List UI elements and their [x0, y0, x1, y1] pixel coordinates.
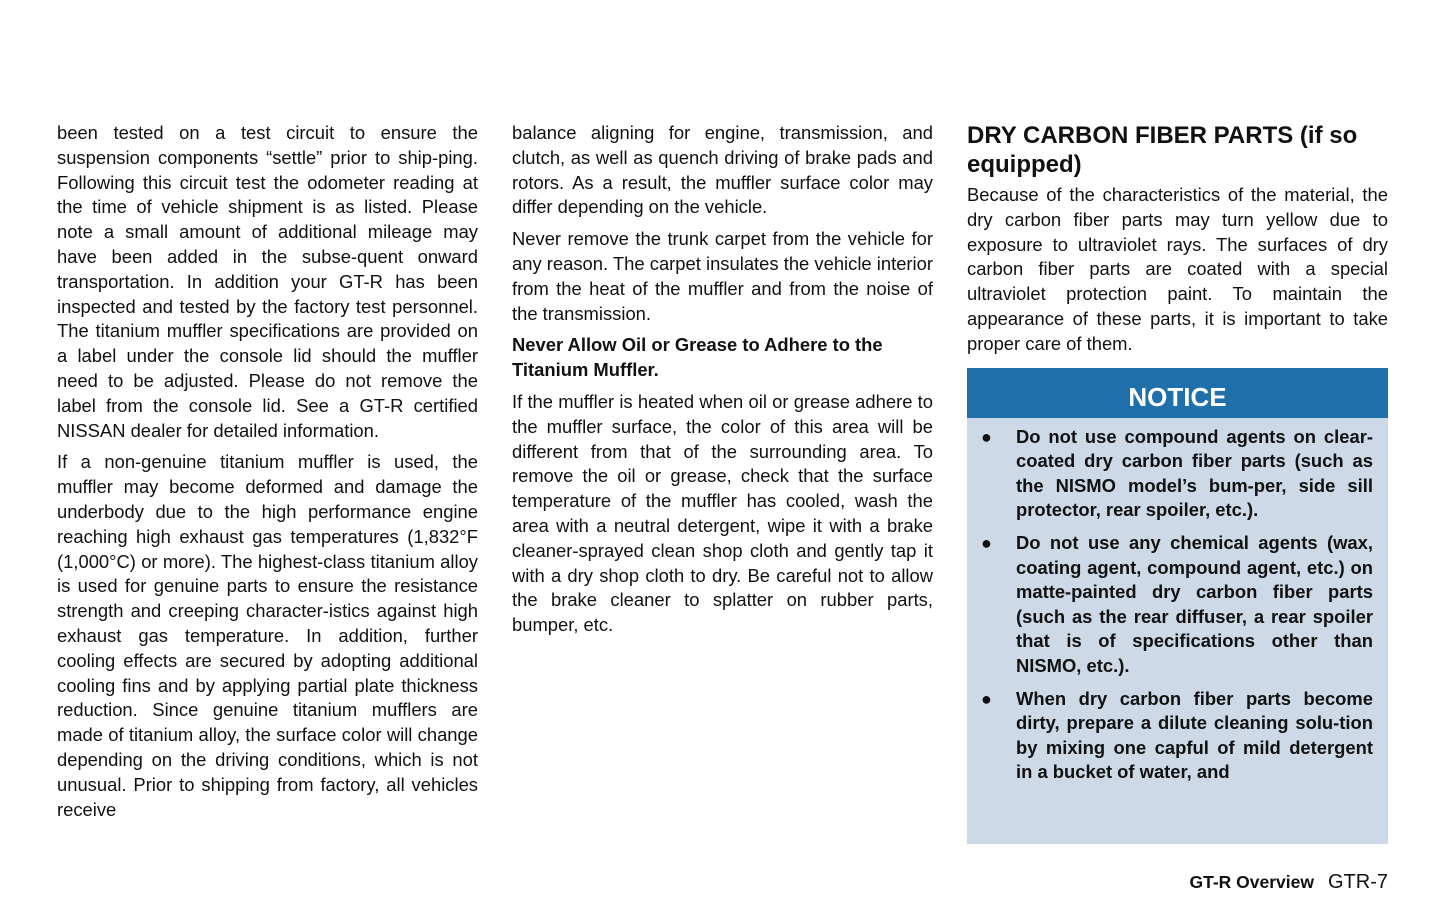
notice-item-text: Do not use any chemical agents (wax, coating agent, compound agent, etc.) on matte-painted dry carbon fiber parts (such as the rear diffuser, a rear spoiler that is of specifications other than NISMO, etc.). [1016, 531, 1373, 676]
non-genuine-muffler-paragraph: If a non-genuine titanium muffler is used, the muffler may become deformed and damage the underbody due to the high performance engine reaching high exhaust gas temperatures (1,832°F (1,000°C) or more). The highest-class titanium alloy is used for genuine parts to ensure the resistance strength and creeping character-istics against high exhaust gas temperature. In addition, further cooling effects are secured by adopting additional cooling fins and by applying partial plate thickness reduction. Since genuine titanium mufflers are made of titanium alloy, the surface color will change depending on the driving conditions, which is not unusual. Prior to shipping from factory, all vehicles receive [57, 451, 478, 820]
notice-title: NOTICE [967, 368, 1388, 418]
notice-item-text: Do not use compound agents on clear-coated dry carbon fiber parts (such as the NISMO model’s bum-per, side sill protector, rear spoiler, etc.). [1016, 425, 1373, 521]
bullet-icon: ● [981, 532, 992, 553]
bullet-icon: ● [981, 426, 992, 447]
page-footer [1190, 871, 1389, 894]
page-number: GTR-7 [1328, 871, 1388, 893]
notice-item [981, 687, 1373, 785]
footer-section-title: GT-R Overview [1189, 872, 1314, 892]
balance-aligning-paragraph: balance aligning for engine, transmission, and clutch, as well as quench driving of brake pads and rotors. As a result, the muffler surface color may differ depending on the vehicle. [512, 122, 933, 218]
carbon-fiber-paragraph: Because of the characteristics of the material, the dry carbon fiber parts may turn yellow due to exposure to ultraviolet rays. The surfaces of dry carbon fiber parts are coated with a special ultraviolet protection paint. To maintain the appearance of these parts, it is important to take proper care of them. [967, 184, 1388, 354]
oil-grease-subheading: Never Allow Oil or Grease to Adhere to the Titanium Muffler. [512, 334, 883, 381]
notice-item [981, 531, 1373, 679]
oil-grease-paragraph: If the muffler is heated when oil or grease adhere to the muffler surface, the color of this area will be different from that of the surrounding area. To remove the oil or grease, check that the surface temperature of the muffler has cooled, wash the area with a neutral detergent, wipe it with a brake cleaner-sprayed clean shop cloth and gently tap it with a dry shop cloth to dry. Be careful not to allow the brake cleaner to splatter on rubber parts, bumper, etc. [512, 390, 933, 636]
muffler-testing-paragraph: been tested on a test circuit to ensure the suspension components “settle” prior to ship-ping. Following this circuit test the odometer reading at the time of vehicle shipment is as listed. Please note a small amount of additional mileage may have been added in the subse-quent onward transportation. In addition your GT-R has been inspected and tested by the factory test personnel. The titanium muffler specifications are provided on a label under the console lid should the muffler need to be adjusted. Please do not remove the label from the console lid. See a GT-R certified NISSAN dealer for detailed information. [57, 122, 478, 441]
bullet-icon: ● [981, 688, 992, 709]
section-heading: DRY CARBON FIBER PARTS (if so equipped) [967, 122, 1358, 178]
trunk-carpet-paragraph: Never remove the trunk carpet from the vehicle for any reason. The carpet insulates the vehicle interior from the heat of the muffler and from the noise of the transmission. [512, 228, 933, 324]
left-column [57, 121, 478, 829]
notice-box [967, 368, 1388, 844]
notice-list [967, 418, 1388, 785]
notice-item [981, 425, 1373, 523]
middle-column [512, 121, 933, 645]
notice-item-text: When dry carbon fiber parts become dirty, prepare a dilute cleaning solu-tion by mixing one capful of mild detergent in a bucket of water, and [1016, 687, 1373, 783]
right-column [967, 121, 1388, 844]
